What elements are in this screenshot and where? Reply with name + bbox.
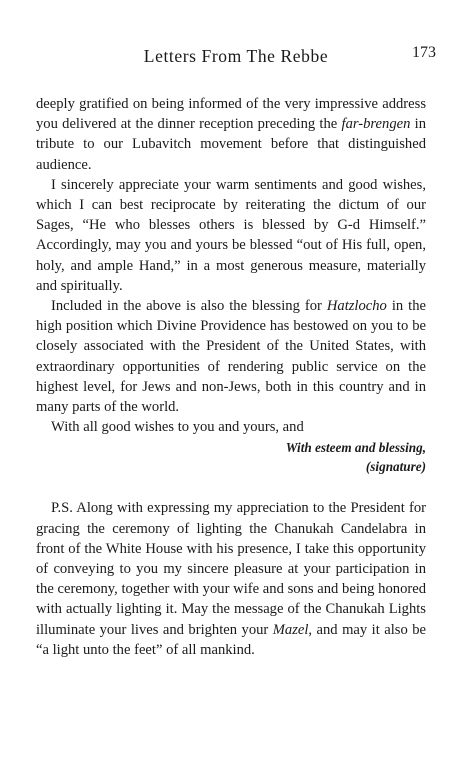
running-head: Letters From The Rebbe: [143, 46, 329, 66]
italic-term: far-brengen: [341, 116, 411, 133]
page-number: 173: [412, 44, 436, 61]
text-run: in the high position which Divine Providence has bestowed on you to be closely associated with the President of the United States, with extraordinary opportunities of rendering public service on the highest level, for Jews and non-Jews, both in this country and in many parts of the world.: [36, 298, 427, 416]
italic-term: Mazel: [272, 621, 309, 638]
text-run: P.S. Along with expressing my appreciation to the President for gracing the ceremony of lighting the Chanukah Candelabra in front of the White House with his presence, I take this opportunity of conveying to you my sincere pleasure at your participation in the ceremony, together with your wife and sons and being honored with actually lighting it. May the message of the Chanukah Lights illuminate your lives and brighten your: [36, 500, 426, 638]
paragraph: With all good wishes to you and yours, and: [51, 419, 304, 436]
signature-line: (signature): [365, 458, 426, 474]
text-run: in tribute to our Lubavitch movement before that distinguished audience.: [36, 116, 427, 173]
italic-term: Hatzlocho: [326, 298, 387, 315]
text-run: deeply gratified on being informed of the very impressive address you delivered at the dinner reception preceding the: [36, 96, 426, 133]
closing-block: [36, 439, 426, 476]
letter-body: [36, 94, 426, 660]
text-run: Included in the above is also the blessing for: [51, 298, 327, 315]
paragraph: I sincerely appreciate your warm sentiments and good wishes, which I can best reciprocate by reiterating the dictum of our Sages, “He who blesses others is blessed by G-d Himself.” Accordingly, may you and yours be blessed “out of His full, open, holy, and ample Hand,” in a most generous measure, materially and spiritually.: [36, 176, 426, 294]
paragraph: [36, 296, 426, 417]
page-header: [36, 46, 436, 68]
text-run: , and may it also be “a light unto the feet” of all mankind.: [36, 621, 426, 658]
paragraph-continued: [36, 94, 426, 175]
closing-line: With esteem and blessing,: [285, 440, 426, 456]
postscript: [36, 498, 426, 660]
